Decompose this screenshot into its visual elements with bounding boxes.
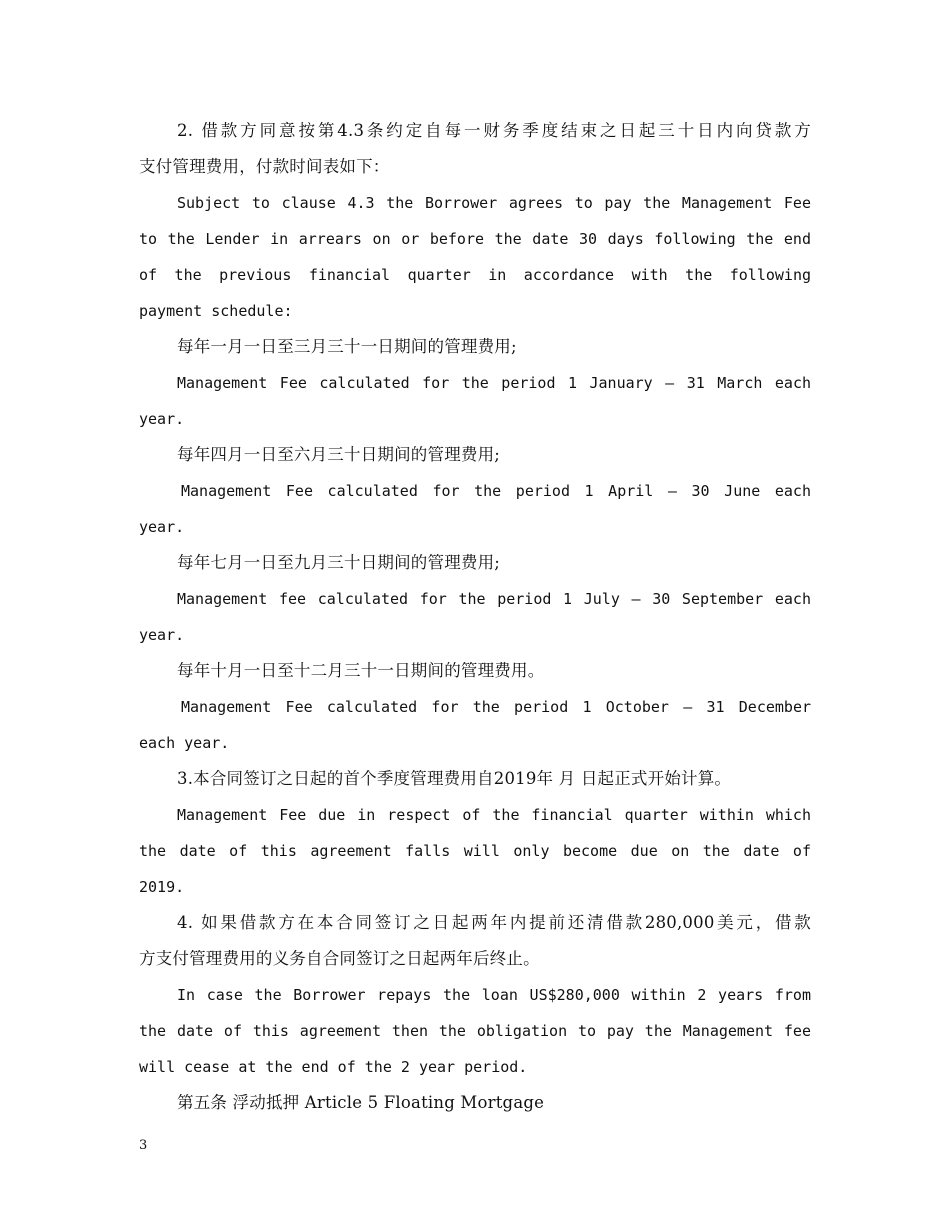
page-number: 3 xyxy=(139,1138,148,1153)
paragraph-line: the date of this agreement falls will only become due on the date of xyxy=(139,842,811,860)
paragraph-line: each year. xyxy=(139,734,230,752)
paragraph-line: Subject to clause 4.3 the Borrower agrees to pay the Management Fee xyxy=(177,194,811,212)
article-heading: 第五条 浮动抵押 Article 5 Floating Mortgage xyxy=(177,1093,545,1112)
paragraph-line: year. xyxy=(139,518,185,536)
paragraph-line: of the previous financial quarter in accordance with the following xyxy=(139,266,811,284)
document-body xyxy=(139,113,811,1121)
paragraph-line: Management fee calculated for the period 1 July – 30 September each xyxy=(177,590,811,608)
paragraph-line: year. xyxy=(139,410,185,428)
paragraph-line: 方支付管理费用的义务自合同签订之日起两年后终止。 xyxy=(139,949,540,968)
paragraph-line: 3.本合同签订之日起的首个季度管理费用自2019年 月 日起正式开始计算。 xyxy=(177,769,732,788)
paragraph-line: 4. 如果借款方在本合同签订之日起两年内提前还清借款280,000美元，借款 xyxy=(177,913,811,932)
paragraph-line: 2. 借款方同意按第4.3条约定自每一财务季度结束之日起三十日内向贷款方 xyxy=(177,121,811,140)
paragraph-line: payment schedule: xyxy=(139,302,293,320)
paragraph-line: 2019. xyxy=(139,878,185,896)
paragraph-line: to the Lender in arrears on or before the date 30 days following the end xyxy=(139,230,811,248)
paragraph-line: Management Fee calculated for the period 1 October – 31 December xyxy=(181,698,811,716)
paragraph-line: year. xyxy=(139,626,185,644)
paragraph-line: 每年七月一日至九月三十日期间的管理费用; xyxy=(177,553,501,572)
paragraph-line: Management Fee calculated for the period 1 April – 30 June each xyxy=(181,482,811,500)
paragraph-line: Management Fee due in respect of the financial quarter within which xyxy=(177,806,811,824)
paragraph-line: 每年十月一日至十二月三十一日期间的管理费用。 xyxy=(177,661,545,680)
paragraph-line: the date of this agreement then the obligation to pay the Management fee xyxy=(139,1022,811,1040)
paragraph-line: will cease at the end of the 2 year period. xyxy=(139,1058,528,1076)
paragraph-line: Management Fee calculated for the period 1 January – 31 March each xyxy=(177,374,811,392)
paragraph-line: 支付管理费用，付款时间表如下： xyxy=(139,157,390,176)
paragraph-line: In case the Borrower repays the loan US$280,000 within 2 years from xyxy=(177,986,811,1004)
paragraph-line: 每年一月一日至三月三十一日期间的管理费用; xyxy=(177,337,517,356)
paragraph-line: 每年四月一日至六月三十日期间的管理费用; xyxy=(177,445,501,464)
